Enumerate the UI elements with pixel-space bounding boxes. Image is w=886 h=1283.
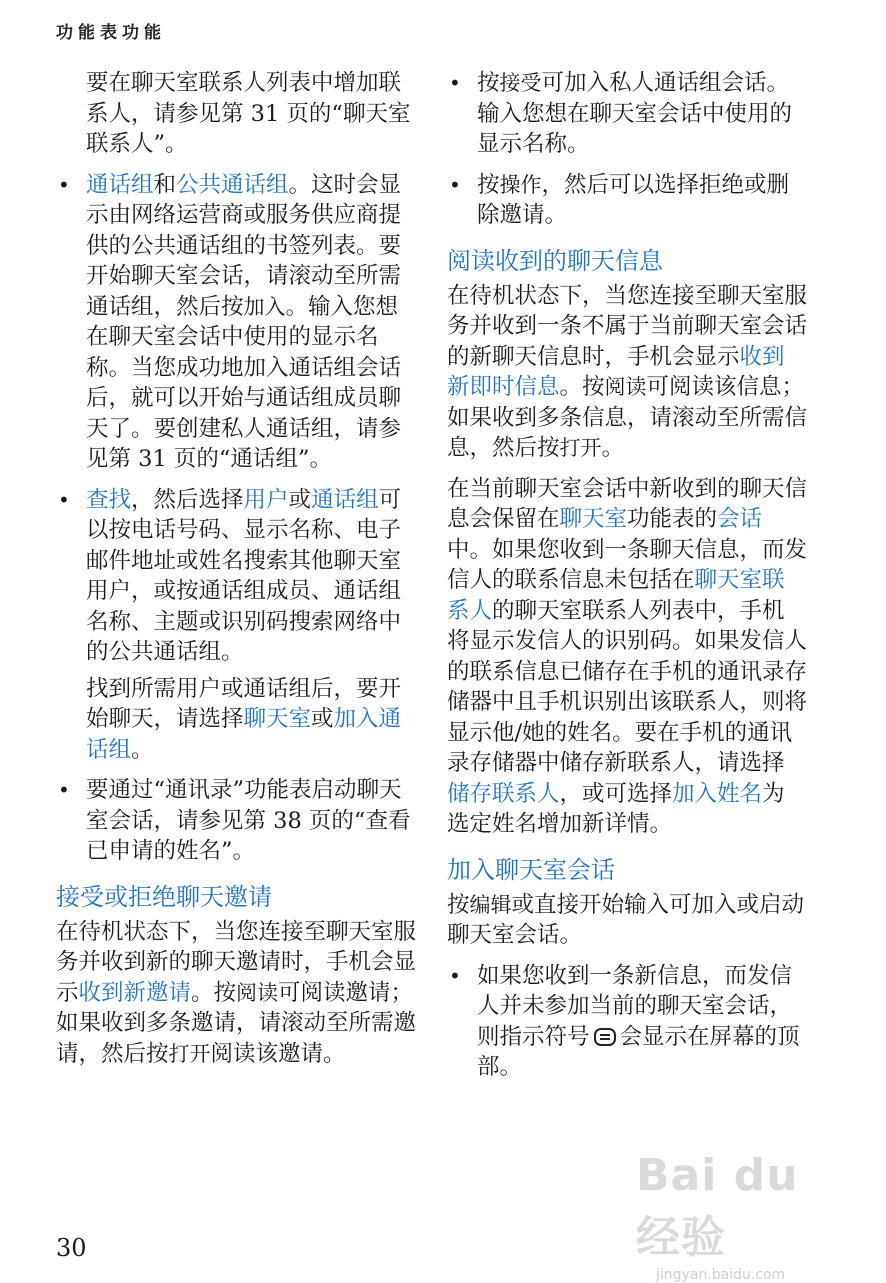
text: 。 [601, 435, 625, 461]
heading-accept-reject: 接受或拒绝聊天邀请 [56, 882, 272, 911]
text: 可以按电话号码、显示名称、电子邮件地址或姓名搜索其他聊天室用户，或按通话组成员、通话组名称、主题或识别码搜索网络中的公共通话组。 [86, 486, 402, 665]
page-number: 30 [56, 1234, 87, 1262]
link-search[interactable]: 查找 [86, 486, 132, 513]
link-chat-room[interactable]: 聊天室 [559, 506, 628, 532]
text: 或 [288, 486, 312, 513]
text: 按 [477, 70, 500, 96]
text: 。按 [559, 374, 605, 400]
text: 按 [477, 171, 500, 198]
key-edit: 编辑 [469, 892, 512, 917]
left-bullet-list [56, 170, 416, 867]
text: 功能表的 [627, 506, 718, 532]
key-join: 加入 [243, 294, 286, 319]
key-options: 操作 [499, 172, 542, 197]
key-open: 打开 [168, 1041, 211, 1066]
read-paragraph-1 [447, 281, 807, 464]
watermark-url: jingyan.baidu.com [656, 1267, 786, 1283]
bullet-options [447, 170, 807, 231]
baidu-watermark [636, 1150, 836, 1283]
text: 可阅读邀请；如果收到多条邀请，请滚动至所需邀请，然后按 [56, 979, 417, 1067]
text: 。输入您想在聊天室会话中使用的显示名称。当您成功地加入通话组会话后，就可以开始与通话组成员聊天了。要创建私人通话组，请参见第 31 页的“通话组”。 [86, 293, 402, 472]
bullet-accept [447, 68, 807, 160]
text: 阅读该邀请。 [210, 1040, 346, 1067]
text: 按 [447, 891, 470, 918]
link-chat-contacts[interactable]: 聊天室联系人 [447, 567, 785, 624]
text: 在待机状态下，当您连接至聊天室服务并收到新的聊天邀请时，手机会显示 [56, 918, 417, 1006]
link-new-invite[interactable]: 收到新邀请 [78, 979, 192, 1006]
intro-paragraph: 要在聊天室联系人列表中增加联系人，请参见第 31 页的“聊天室联系人”。 [86, 70, 411, 157]
link-call-group[interactable]: 通话组 [311, 486, 379, 513]
accept-paragraph [56, 917, 416, 1070]
link-users[interactable]: 用户 [243, 486, 289, 513]
bullet-indicator [447, 961, 807, 1083]
text: 如果您收到一条新信息，而发信人并未参加当前的聊天室会话，则指示符号 [477, 962, 793, 1050]
text: 或直接开始输入可加入或启动聊天室会话。 [447, 891, 805, 948]
key-open: 打开 [559, 436, 602, 460]
text: 。这时会显示由网络运营商或服务供应商提供的公共通话组的书签列表。要开始聊天室会话，请滚动至所需通话组，然后按 [86, 171, 402, 320]
page-header: 功能表功能 [56, 23, 166, 43]
text: 为选定姓名增加新详情。 [447, 780, 785, 837]
bullet-contacts: • 要通过“通讯录”功能表启动聊天室会话，请参见第 38 页的“查看已申请的姓名”。 [56, 775, 416, 867]
bullet-search [56, 485, 416, 766]
text: 的聊天室联系人列表中，手机将显示发信人的识别码。如果发信人的联系信息已储存在手机的通讯录存储器中且手机识别出该联系人，则将显示他/她的姓名。要在手机的通讯录存储器中储存新联系人，请选择 [447, 597, 808, 776]
text: 中。如果您收到一条聊天信息，而发信人的联系信息未包括在 [447, 536, 808, 593]
link-chat-room[interactable]: 聊天室 [243, 706, 312, 732]
join-paragraph [447, 890, 807, 951]
link-add-name[interactable]: 加入姓名 [672, 780, 763, 807]
text: 。 [131, 736, 154, 763]
text: 或 [311, 706, 334, 732]
text: 在当前聊天室会话中新收到的聊天信息会保留在 [447, 475, 808, 532]
text: ，然后选择 [131, 486, 244, 513]
link-new-im[interactable]: 收到新即时信息 [447, 343, 785, 400]
link-public-groups[interactable]: 公共通话组 [176, 171, 289, 198]
right-bullet-list-top [447, 68, 807, 231]
link-conversations[interactable]: 会话 [717, 506, 763, 532]
text: 可阅读该信息；如果收到多条信息，请滚动至所需信息，然后按 [447, 374, 808, 461]
key-read: 阅读 [604, 375, 647, 399]
text: 在待机状态下，当您连接至聊天室服务并收到一条不属于当前聊天室会话的新聊天信息时，手机会显示 [447, 282, 808, 370]
link-save-contact[interactable]: 储存联系人 [447, 780, 560, 807]
right-bullet-list-bottom [447, 961, 807, 1083]
text: ，然后可以选择拒绝或删除邀请。 [477, 171, 790, 228]
heading-join-chat: 加入聊天室会话 [447, 855, 615, 884]
text: 和 [153, 171, 177, 198]
watermark-logo: Bai du 经验 [636, 1150, 799, 1263]
link-call-groups[interactable]: 通话组 [86, 171, 154, 198]
read-paragraph-2 [447, 474, 807, 840]
heading-read-messages: 阅读收到的聊天信息 [447, 246, 663, 275]
key-read: 阅读 [236, 980, 279, 1005]
text: 会显示在屏幕的顶部。 [477, 1023, 800, 1080]
text: ，或可选择 [559, 780, 673, 807]
chat-indicator-icon [594, 1028, 616, 1046]
right-column [447, 68, 807, 1093]
key-accept: 接受 [499, 71, 542, 95]
link-join-group[interactable]: 加入通话组 [86, 706, 402, 763]
search-sub-paragraph [86, 674, 416, 766]
text: 找到所需用户或通话组后，要开始聊天，请选择 [86, 675, 402, 732]
text: 。按 [191, 979, 237, 1006]
text: 可加入私人通话组会话。输入您想在聊天室会话中使用的显示名称。 [477, 70, 793, 157]
left-column [56, 68, 416, 1079]
bullet-call-groups [56, 170, 416, 475]
